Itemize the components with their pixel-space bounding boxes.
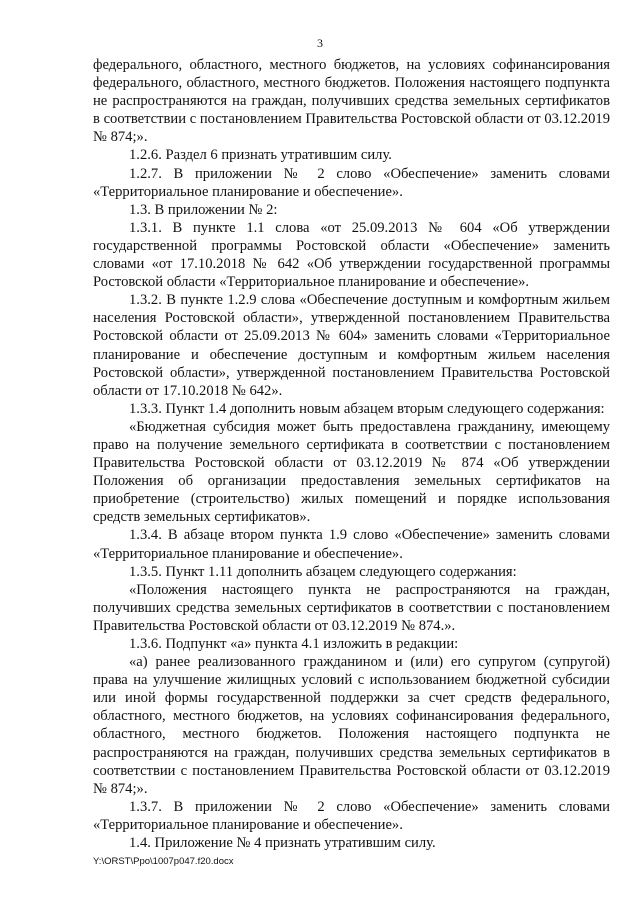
document-paragraph: 1.2.6. Раздел 6 признать утратившим силу. [129, 147, 392, 164]
document-paragraph: 1.3.7. В приложении № 2 слово «Обеспечение» заменить словами «Территориальное планирование и обеспечение». [93, 798, 610, 833]
document-paragraph: 1.3. В приложении № 2: [129, 201, 278, 218]
document-paragraph: федерального, областного, местного бюджетов, на условиях софинансирования федерального, областного, местного бюджетов. Положения настоящего подпункта не распространяются на граждан, получивших средства земельных сертификатов в соответствии с постановлением Правительства Ростовской области от 03.12.2019 № 874;». [93, 57, 610, 146]
document-paragraph: 1.3.1. В пункте 1.1 слова «от 25.09.2013 № 604 «Об утверждении государственной программы Ростовской области «Обеспечение» заменить словами «от 17.10.2018 № 642 «Об утверждении государственной программы Ростовской области «Территориальное планирование и обеспечение». [93, 219, 610, 291]
page-number: 3 [317, 36, 323, 50]
document-paragraph: 1.3.3. Пункт 1.4 дополнить новым абзацем вторым следующего содержания: [129, 400, 605, 417]
document-paragraph: 1.2.7. В приложении № 2 слово «Обеспечение» заменить словами «Территориальное планирование и обеспечение». [93, 165, 610, 200]
document-paragraph: 1.3.5. Пункт 1.11 дополнить абзацем следующего содержания: [129, 563, 517, 580]
document-paragraph: 1.3.4. В абзаце втором пункта 1.9 слово «Обеспечение» заменить словами «Территориальное планирование и обеспечение». [93, 527, 610, 562]
document-paragraph: «Положения настоящего пункта не распространяются на граждан, получивших средства земельных сертификатов в соответствии с постановлением Правительства Ростовской области от 03.12.2019 № 874.». [93, 581, 610, 634]
document-paragraph: «а) ранее реализованного гражданином и (или) его супругом (супругой) права на улучшение жилищных условий с использованием бюджетной субсидии или иной формы государственной поддержки за счет средств федерального, областного, местного бюджетов, на условиях софинансирования федерального, областного, местного бюджетов. Положения настоящего подпункта не распространяются на граждан, получивших средства земельных сертификатов в соответствии с постановлением Правительства Ростовской области от 03.12.2019 № 874;». [93, 654, 610, 797]
document-paragraph: 1.3.2. В пункте 1.2.9 слова «Обеспечение доступным и комфортным жильем населения Ростовской области», утвержденной постановлением Правительства Ростовской области от 25.09.2013 № 604» заменить словами «Территориальное планирование и обеспечение доступным и комфортным жильем населения Ростовской области», утвержденной постановлением Правительства Ростовской области от 17.10.2018 № 642». [93, 292, 610, 399]
document-paragraph: 1.3.6. Подпункт «а» пункта 4.1 изложить в редакции: [129, 636, 459, 652]
document-paragraph: «Бюджетная субсидия может быть предоставлена гражданину, имеющему право на получение земельного сертификата в соответствии с постановлением Правительства Ростовской области от 03.12.2019 № 874 «Об утверждении Положения об организации предоставления земельных сертификатов на приобретение (строительство) жилых помещений и порядке использования средств земельных сертификатов». [93, 418, 610, 526]
file-path-footer: Y:\ORST\Ppo\1007p047.f20.docx [93, 856, 234, 867]
document-paragraph: 1.4. Приложение № 4 признать утратившим силу. [129, 835, 436, 852]
document-body [93, 56, 610, 852]
